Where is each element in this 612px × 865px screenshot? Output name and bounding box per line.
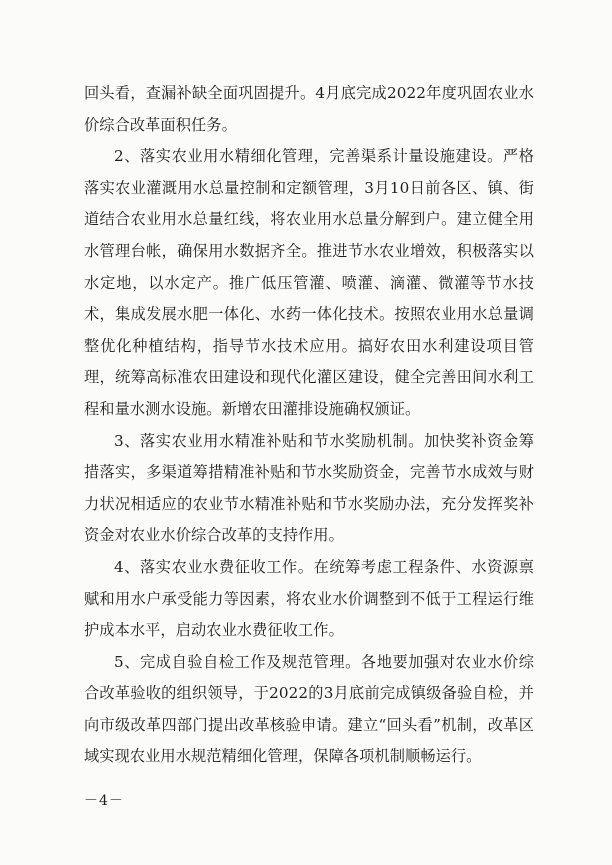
paragraph-item-5: 5、完成自验自检工作及规范管理。各地要加强对农业水价综合改革验收的组织领导，于2022的3月底前完成镇级备验自检，并向市级改革四部门提出改革核验申请。建立“回头看”机制，改革区域实现农业用水规范精细化管理，保障各项机制顺畅运行。	[84, 652, 534, 766]
paragraph-item-4: 4、落实农业水费征收工作。在统筹考虑工程条件、水资源禀赋和用水户承受能力等因素，将农业水价调整到不低于工程运行维护成本水平，启动农业水费征收工作。	[84, 557, 534, 640]
paragraph-item-3: 3、落实农业用水精准补贴和节水奖励机制。加快奖补资金筹措落实，多渠道筹措精准补贴和节水奖励资金，完善节水成效与财力状况相适应的农业节水精准补贴和节水奖励办法，充分发挥奖补资金对农业水价综合改革的支持作用。	[84, 431, 534, 545]
paragraph-item-2: 2、落实农业用水精细化管理，完善渠系计量设施建设。严格落实农业灌溉用水总量控制和定额管理，3月10日前各区、镇、街道结合农业用水总量红线，将农业用水总量分解到户。建立健全用水管理台帐，确保用水数据齐全。推进节水农业增效，积极落实以水定地，以水定产。推广低压管灌、喷灌、滴灌、微灌等节水技术，集成发展水肥一体化、水药一体化技术。按照农业用水总量调整优化种植结构，指导节水技术应用。搞好农田水利建设项目管理，统筹高标准农田建设和现代化灌区建设，健全完善田间水利工程和量水测水设施。新增农田灌排设施确权颁证。	[84, 147, 534, 418]
body-text	[84, 78, 534, 773]
paragraph-continuation: 回头看，查漏补缺全面巩固提升。4月底完成2022年度巩固农业水价综合改革面积任务。	[84, 84, 534, 134]
page-number: －4－	[84, 793, 124, 809]
